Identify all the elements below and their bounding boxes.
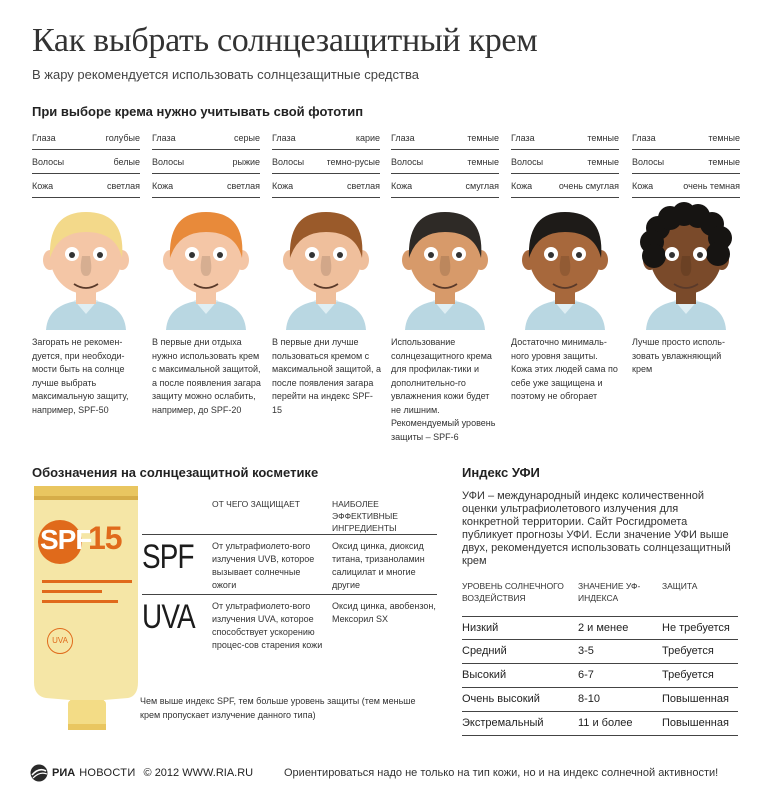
phototype-row-hair [391, 150, 499, 174]
phototype-row-skin [391, 174, 499, 198]
phototype-row-hair [511, 150, 619, 174]
phototype-row-skin [152, 174, 260, 198]
uv-cell-level: Средний [462, 645, 507, 657]
portrait-illustration [152, 198, 260, 330]
phototype-row-label: Кожа [272, 181, 294, 191]
phototype-row-value: белые [113, 157, 140, 167]
uv-cell-protect: Не требуется [662, 622, 730, 634]
ria-globe-icon [30, 764, 48, 782]
phototype-row-hair [272, 150, 380, 174]
phototype-row-value: серые [234, 133, 260, 143]
marking-uva-ingredients: Оксид цинка, авобензон, Мексорил SX [332, 601, 436, 624]
uv-col-level: УРОВЕНЬ СОЛНЕЧНОГО ВОЗДЕЙСТВИЯ [462, 581, 564, 603]
phototype-row-label: Кожа [152, 181, 174, 191]
marking-heading: Обозначения на солнцезащитной косметике [32, 465, 319, 480]
uv-col-value: ЗНАЧЕНИЕ УФ-ИНДЕКСА [578, 581, 641, 603]
phototype-row-hair [632, 150, 740, 174]
phototype-row-value: светлая [347, 181, 380, 191]
phototype-row-value: темные [587, 133, 619, 143]
phototype-row-skin [272, 174, 380, 198]
copyright: © 2012 WWW.RIA.RU [143, 767, 254, 779]
page-title: Как выбрать солнцезащитный крем [32, 22, 538, 59]
uv-table-row [462, 616, 738, 640]
marking-code-uva: UVA [142, 598, 195, 636]
uv-table-row [462, 664, 738, 688]
phototype-row-skin [632, 174, 740, 198]
phototype-row-eyes [632, 126, 740, 150]
phototype-row-eyes [152, 126, 260, 150]
phototype-row-label: Кожа [391, 181, 413, 191]
portrait-illustration [32, 198, 140, 330]
phototype-row-label: Глаза [32, 133, 56, 143]
uv-table-row [462, 640, 738, 664]
ria-logo [30, 764, 253, 782]
uv-description: УФИ – международный индекс количественной оценки ультрафиолетового излучения для конкретной территории. Сайт Росгидромета публикует прогнозы УФИ. Если значение УФИ выше двух, рекомендуется использовать солнцезащитный крем [462, 490, 731, 567]
phototype-row-label: Глаза [511, 133, 535, 143]
phototype-row-value: смуглая [465, 181, 499, 191]
phototype-row-label: Волосы [272, 157, 305, 167]
marking-col-protects: ОТ ЧЕГО ЗАЩИЩАЕТ [212, 499, 300, 509]
phototype-description: Лучше просто исполь-зовать увлажняющий крем [632, 337, 725, 374]
footer-note: Ориентироваться надо не только на тип кожи, но и на индекс солнечной активности! [284, 767, 719, 779]
phototype-row-hair [152, 150, 260, 174]
phototype-table-2 [152, 126, 260, 198]
marking-divider-top [142, 534, 437, 535]
uv-cell-value: 8-10 [578, 693, 601, 705]
phototype-row-skin [511, 174, 619, 198]
phototype-row-value: голубые [105, 133, 140, 143]
marking-divider-mid [142, 594, 437, 595]
phototype-row-value: светлая [227, 181, 260, 191]
phototype-row-label: Волосы [391, 157, 424, 167]
marking-note: Чем выше индекс SPF, тем больше уровень защиты (тем меньше крем пропускает излучение данного типа) [140, 696, 416, 720]
phototype-row-label: Глаза [152, 133, 176, 143]
phototype-row-label: Глаза [272, 133, 296, 143]
uv-cell-value: 2 и менее [578, 622, 629, 634]
phototype-row-value: очень смуглая [558, 181, 619, 191]
phototype-row-value: темные [587, 157, 619, 167]
portrait-illustration [391, 198, 499, 330]
uv-table-row [462, 712, 738, 736]
phototype-row-value: темные [708, 133, 740, 143]
portrait-illustration [272, 198, 380, 330]
portrait-illustration [511, 198, 619, 330]
phototype-row-label: Кожа [511, 181, 533, 191]
uv-cell-protect: Требуется [662, 645, 714, 657]
uv-table-row [462, 688, 738, 712]
uv-cell-value: 6-7 [578, 669, 594, 681]
phototype-row-value: темные [467, 133, 499, 143]
phototype-row-label: Кожа [32, 181, 54, 191]
phototype-row-eyes [32, 126, 140, 150]
uv-cell-level: Высокий [462, 669, 507, 681]
phototype-row-eyes [272, 126, 380, 150]
phototype-row-label: Волосы [511, 157, 544, 167]
phototype-row-value: темные [467, 157, 499, 167]
uv-col-protect: ЗАЩИТА [662, 581, 698, 591]
phototype-row-hair [32, 150, 140, 174]
phototype-table-4 [391, 126, 499, 198]
portrait-illustration [632, 198, 740, 330]
phototype-row-value: темные [708, 157, 740, 167]
marking-spf-ingredients: Оксид цинка, диоксид титана, тризаноламин салицилат и многие другие [332, 541, 425, 590]
phototype-row-value: очень темная [683, 181, 740, 191]
phototype-row-label: Волосы [32, 157, 65, 167]
phototype-row-eyes [511, 126, 619, 150]
phototype-row-label: Кожа [632, 181, 654, 191]
phototype-row-label: Глаза [391, 133, 415, 143]
phototype-table-6 [632, 126, 740, 198]
tube-uva-badge: UVA [47, 628, 73, 654]
uv-cell-protect: Требуется [662, 669, 714, 681]
uv-cell-value: 11 и более [578, 717, 633, 729]
phototype-row-value: рыжие [232, 157, 260, 167]
phototype-table-5 [511, 126, 619, 198]
sunscreen-tube-illustration [30, 486, 142, 742]
phototype-description: В первые дни отдыха нужно использовать крем с максимальной защитой, а после появления загара защиту можно ослабить, например, до SPF-20 [152, 337, 261, 415]
phototype-description: Использование солнцезащитного крема для профилак-тики и дополнительно-го увлажнения кожи будет не лишним. Рекомендуемый уровень защиты – SPF-6 [391, 337, 496, 442]
uv-cell-protect: Повышенная [662, 717, 729, 729]
phototype-description: Загорать не рекомен-дуется, при необходи-мости быть на солнце лучше выбрать максимальную защиту, например, SPF-50 [32, 337, 129, 415]
uv-cell-level: Очень высокий [462, 693, 540, 705]
phototype-row-skin [32, 174, 140, 198]
phototype-row-value: карие [355, 133, 380, 143]
uv-cell-level: Экстремальный [462, 717, 544, 729]
marking-spf-protects: От ультрафиолето-вого излучения UVB, которое вызывает солнечные ожоги [212, 541, 315, 590]
uv-heading: Индекс УФИ [462, 465, 540, 480]
phototype-row-label: Волосы [152, 157, 185, 167]
phototype-description: Достаточно минималь-ного уровня защиты. Кожа этих людей сама по себе уже защищена и поэтому не обгорает [511, 337, 618, 401]
marking-code-spf: SPF [142, 538, 194, 576]
marking-col-ingredients: НАИБОЛЕЕ ЭФФЕКТИВНЫЕ ИНГРЕДИЕНТЫ [332, 499, 398, 533]
phototype-row-label: Глаза [632, 133, 656, 143]
phototype-description: В первые дни лучше пользоваться кремом с максимальной защитой, а после появления загара перейти на индекс SPF-15 [272, 337, 382, 415]
page-subtitle: В жару рекомендуется использовать солнцезащитные средства [32, 67, 419, 82]
uv-cell-level: Низкий [462, 622, 499, 634]
tube-spf-number: 15 [88, 520, 122, 556]
marking-uva-protects: От ультрафиолето-вого излучения UVA, которое способствует ускорению процес-сов старения кожи [212, 601, 323, 650]
brand-novosti: НОВОСТИ [79, 767, 136, 779]
phototype-heading: При выборе крема нужно учитывать свой фототип [32, 104, 364, 119]
tube-spf-label: SPF [40, 524, 92, 555]
brand-ria: РИА [52, 767, 76, 779]
phototype-row-eyes [391, 126, 499, 150]
uv-cell-value: 3-5 [578, 645, 594, 657]
phototype-row-value: светлая [107, 181, 140, 191]
phototype-row-label: Волосы [632, 157, 665, 167]
phototype-table-1 [32, 126, 140, 198]
uv-cell-protect: Повышенная [662, 693, 729, 705]
phototype-table-3 [272, 126, 380, 198]
phototype-row-value: темно-русые [326, 157, 380, 167]
